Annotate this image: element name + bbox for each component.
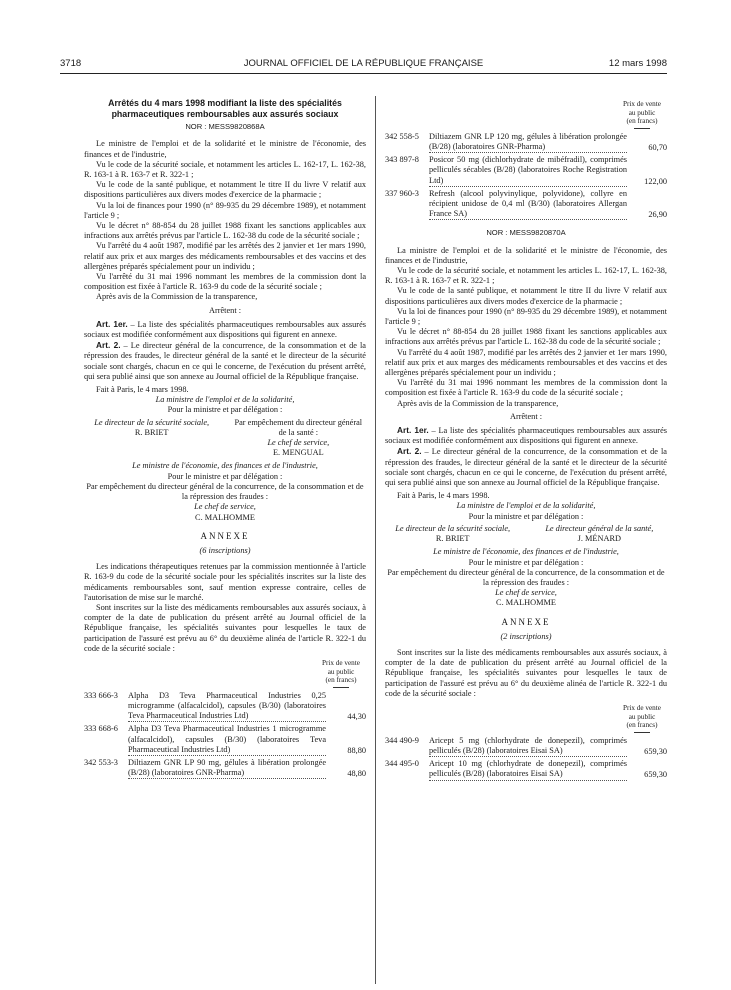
- annex-title: ANNEXE: [200, 530, 250, 541]
- price-header-line: au public: [628, 712, 656, 721]
- price-header-rule: [634, 128, 650, 129]
- article-label: Art. 1er.: [397, 425, 429, 436]
- header-rule: [60, 73, 667, 74]
- drug-entry: [84, 691, 366, 723]
- drug-price: 60,70: [648, 142, 667, 152]
- signature-minister: Le ministre de l'économie, des finances et de l'industrie,: [433, 547, 619, 557]
- signature-delegation: Pour le ministre et par délégation :: [468, 557, 584, 567]
- signature-block: [532, 524, 667, 544]
- drug-code: 344 495-0: [385, 759, 419, 769]
- drug-code: 333 668-6: [84, 724, 118, 734]
- signature-minister: Le ministre de l'économie, des finances et de l'industrie,: [132, 461, 318, 471]
- price-header-line: (en francs): [325, 676, 357, 685]
- price-header-line: au public: [327, 667, 355, 676]
- signatory-name: C. MALHOMME: [496, 598, 556, 608]
- drug-price: 88,80: [347, 745, 366, 755]
- signature-block: [385, 524, 520, 544]
- annex-para: Sont inscrites sur la liste des médicaments remboursables aux assurés sociaux, à compter de la date de publication du présent arrêté au Journal officiel de la République française, les spécialités suivantes pour lesquelles le taux de participation de l'assuré est prévu au 6° du deuxième alinéa de l'article R. 322-1 du code de la sécurité sociale :: [385, 647, 667, 698]
- preamble-para: La ministre de l'emploi et de la solidarité et le ministre de l'économie, des finances et de l'industrie,: [385, 245, 667, 265]
- preamble-para: Vu la loi de finances pour 1990 (n° 89-935 du 29 décembre 1989), et notamment l'article 9 ;: [84, 200, 366, 220]
- price-header-rule: [333, 687, 349, 688]
- signatory-title: Le chef de service,: [267, 438, 330, 448]
- drug-code: 343 897-8: [385, 155, 419, 165]
- drug-price: 48,80: [347, 769, 366, 779]
- drug-entry: [385, 155, 667, 187]
- page-header: [60, 58, 667, 72]
- preamble-para: Vu le décret n° 88-854 du 28 juillet 1988 fixant les sanctions applicables aux infractions aux arrêtés prévus par l'article L. 162-38 du code de la sécurité sociale ;: [385, 327, 667, 347]
- preamble-para: Vu l'arrêté du 31 mai 1996 nommant les membres de la commission dont la composition est fixée à l'article R. 163-9 du code de la sécurité sociale ;: [84, 272, 366, 292]
- signature-pair: [84, 418, 366, 459]
- signatory-name: C. MALHOMME: [195, 512, 255, 522]
- price-column-header: [385, 704, 667, 733]
- drug-entry: [84, 758, 366, 779]
- signature-block: [231, 418, 366, 459]
- drug-entry: [84, 724, 366, 756]
- signatory-title: Le chef de service,: [495, 588, 557, 598]
- drug-description: Alpha D3 Teva Pharmaceutical Industries 0,25 microgramme (alfacalcidol), capsules (B/30) (laboratoires Teva Pharmaceutical Industries Ltd): [128, 691, 326, 723]
- drug-code: 342 553-3: [84, 757, 118, 767]
- drug-code: 337 960-3: [385, 188, 419, 198]
- column-divider: [375, 96, 376, 984]
- preamble-para: Vu l'arrêté du 4 août 1987, modifié par les arrêtés des 2 janvier et 1er mars 1990, relatif aux prix et aux marges des médicaments remboursables et des vaccins et des allergènes préparés spécialement pour un individu ;: [84, 241, 366, 271]
- drug-price: 26,90: [648, 210, 667, 220]
- drug-code: 344 490-9: [385, 735, 419, 745]
- drug-description: Posicor 50 mg (dichlorhydrate de mibéfradil), comprimés pelliculés sécables (B/28) (laboratoires Roche Registration Ltd): [429, 155, 627, 187]
- annex-count: (6 inscriptions): [199, 545, 251, 555]
- preamble-para: Vu le code de la sécurité sociale, et notamment les articles L. 162-17, L. 162-38, R. 163-1 à R. 163-7 et R. 322-1 ;: [385, 266, 667, 286]
- drug-description: Alpha D3 Teva Pharmaceutical Industries 1 microgramme (alfacalcidol), capsules (B/30) (laboratoires Teva Pharmaceutical Industries Ltd): [128, 724, 326, 756]
- signatory-name: J. MÉNARD: [577, 534, 621, 544]
- preamble-para: Après avis de la Commission de la transparence,: [96, 292, 258, 302]
- article-label: Art. 1er.: [96, 318, 128, 329]
- nor-reference: NOR : MESS9820870A: [486, 228, 566, 238]
- article-label: Art. 2.: [96, 340, 121, 351]
- preamble-para: Vu le code de la sécurité sociale, et notamment les articles L. 162-17, L. 162-38, R. 163-1 à R. 163-7 et R. 322-1 ;: [84, 159, 366, 179]
- drug-price: 44,30: [347, 712, 366, 722]
- decree-title: Arrêtés du 4 mars 1998 modifiant la liste des spécialités pharmaceutiques remboursables aux assurés sociaux: [108, 98, 342, 119]
- preamble-para: Le ministre de l'emploi et de la solidarité et le ministre de l'économie, des finances et de l'industrie,: [84, 139, 366, 159]
- signatory-impediment: Par empêchement du directeur général de la concurrence, de la consommation et de la répression des fraudes :: [387, 567, 665, 587]
- article-1: [385, 425, 667, 446]
- article-1: [84, 319, 366, 340]
- drug-entry: [385, 736, 667, 757]
- article-text: – Le directeur général de la concurrence, de la consommation et de la répression des fraudes, le directeur général de la santé et le directeur de la sécurité sociale sont chargés, chacun en ce qui le concerne, de l'exécution du présent arrêté, qui sera publié ainsi que son annexe au Journal officiel de la République française.: [385, 447, 667, 488]
- issue-date: 12 mars 1998: [608, 58, 667, 69]
- price-column-header: [385, 100, 667, 129]
- drug-description: Aricept 5 mg (chlorhydrate de donepezil), comprimés pelliculés (B/28) (laboratoires Eisai SA): [429, 736, 627, 757]
- article-label: Art. 2.: [397, 446, 422, 457]
- preamble-para: Vu le code de la santé publique, et notamment le titre II du livre V relatif aux dispositions particulières aux divers modes d'exercice de la pharmacie ;: [84, 180, 366, 200]
- journal-title: JOURNAL OFFICIEL DE LA RÉPUBLIQUE FRANÇAISE: [243, 58, 484, 69]
- article-text: – La liste des spécialités pharmaceutiques remboursables aux assurés sociaux est modifiée conformément aux dispositions qui figurent en annexe.: [385, 426, 667, 446]
- annex-para: Sont inscrites sur la liste des médicaments remboursables aux assurés sociaux, à compter de la date de publication du présent arrêté au Journal officiel de la République française, les spécialités suivantes pour lesquelles le taux de participation de l'assuré est prévu au 6° du deuxième alinéa de l'article R. 322-1 du code de la sécurité sociale :: [84, 602, 366, 653]
- preamble-para: Vu le code de la santé publique, et notamment le titre II du livre V relatif aux dispositions particulières aux divers modes d'exercice de la pharmacie ;: [385, 286, 667, 306]
- drug-price: 659,30: [644, 746, 667, 756]
- right-column: [385, 100, 667, 783]
- annex-title: ANNEXE: [501, 616, 551, 627]
- signatory-name: E. MENGUAL: [272, 448, 324, 458]
- article-2: [84, 340, 366, 382]
- price-header-line: (en francs): [626, 721, 658, 730]
- annex-para: Les indications thérapeutiques retenues par la commission mentionnée à l'article R. 163-9 du code de la sécurité sociale pour les spécialités inscrites sur la liste des médicaments remboursables sont, sauf mention expresse contraire, celles de l'autorisation de mise sur le marché.: [84, 562, 366, 602]
- arretent-heading: Arrêtent :: [509, 411, 543, 421]
- preamble-para: Vu le décret n° 88-854 du 28 juillet 1988 fixant les sanctions applicables aux infractions aux arrêtés prévus par l'article L. 162-38 du code de la sécurité sociale ;: [84, 221, 366, 241]
- arretent-heading: Arrêtent :: [208, 305, 242, 315]
- preamble: [385, 246, 667, 409]
- price-header-line: (en francs): [626, 117, 658, 126]
- annex-count: (2 inscriptions): [500, 631, 552, 641]
- preamble-para: Vu l'arrêté du 4 août 1987, modifié par les arrêtés des 2 janvier et 1er mars 1990, relatif aux prix et aux marges des médicaments remboursables et des vaccins et des allergènes préparés spécialement pour un individu ;: [385, 347, 667, 378]
- price-header-line: au public: [628, 108, 656, 117]
- signing-place-date: Fait à Paris, le 4 mars 1998.: [96, 385, 189, 395]
- drug-description: Diltiazem GNR LP 90 mg, gélules à libération prolongée (B/28) (laboratoires GNR-Pharma): [128, 758, 326, 779]
- page-number: 3718: [60, 58, 82, 69]
- signature-pair: [385, 524, 667, 544]
- signature-minister: La ministre de l'emploi et de la solidarité,: [456, 501, 596, 511]
- drug-description: Refresh (alcool polyvinylique, polyvidone), collyre en récipient unidose de 0,4 ml (B/30) (laboratoires Allergan France SA): [429, 189, 627, 221]
- signatory-impediment: Par empêchement du directeur général de la concurrence, de la consommation et de la répression des fraudes :: [86, 481, 364, 502]
- drug-entry: [385, 759, 667, 780]
- article-text: – Le directeur général de la concurrence, de la consommation et de la répression des fraudes, le directeur général de la santé et le directeur de la sécurité sociale sont chargés, chacun en ce qui le concerne, de l'exécution du présent arrêté, qui sera publié ainsi que son annexe au Journal officiel de la République française.: [84, 341, 366, 381]
- preamble-para: Vu la loi de finances pour 1990 (n° 89-935 du 29 décembre 1989), et notamment l'article 9 ;: [385, 306, 667, 327]
- signatory-title: Le directeur général de la santé,: [545, 523, 654, 533]
- article-text: – La liste des spécialités pharmaceutiques remboursables aux assurés sociaux est modifiée conformément aux dispositions qui figurent en annexe.: [84, 319, 366, 340]
- signatory-impediment: Par empêchement du directeur général de la santé :: [234, 417, 363, 437]
- signature-delegation: Pour la ministre et par délégation :: [468, 511, 584, 521]
- signature-delegation: Pour la ministre et par délégation :: [167, 405, 283, 415]
- preamble: [84, 139, 366, 302]
- price-header-rule: [634, 732, 650, 733]
- drug-price: 659,30: [644, 770, 667, 780]
- drug-entry: [385, 132, 667, 153]
- drug-description: Aricept 10 mg (chlorhydrate de donepezil), comprimés pelliculés (B/28) (laboratoires Eisai SA): [429, 759, 627, 780]
- signing-place-date: Fait à Paris, le 4 mars 1998.: [397, 491, 490, 501]
- drug-description: Diltiazem GNR LP 120 mg, gélules à libération prolongée (B/28) (laboratoires GNR-Pharma): [429, 132, 627, 153]
- signature-block: [84, 418, 219, 459]
- signature-delegation: Pour le ministre et par délégation :: [167, 471, 283, 481]
- left-column: [84, 98, 366, 781]
- price-column-header: [84, 659, 366, 688]
- preamble-para: Vu l'arrêté du 31 mai 1996 nommant les membres de la commission dont la composition est fixée à l'article R. 163-9 du code de la sécurité sociale ;: [385, 378, 667, 398]
- signatory-name: R. BRIET: [134, 427, 169, 437]
- article-2: [385, 446, 667, 488]
- price-header-line: Prix de vente: [623, 703, 661, 712]
- signatory-name: R. BRIET: [435, 534, 470, 544]
- price-header-line: Prix de vente: [322, 658, 360, 667]
- signature-minister: La ministre de l'emploi et de la solidarité,: [155, 395, 295, 405]
- nor-reference: NOR : MESS9820868A: [185, 122, 265, 132]
- drug-price: 122,00: [644, 176, 667, 186]
- preamble-para: Après avis de la Commission de la transparence,: [397, 398, 559, 408]
- drug-code: 342 558-5: [385, 131, 419, 141]
- signatory-title: Le directeur de la sécurité sociale,: [94, 417, 210, 427]
- signatory-title: Le chef de service,: [194, 502, 256, 512]
- drug-entry: [385, 189, 667, 221]
- drug-code: 333 666-3: [84, 690, 118, 700]
- price-header-line: Prix de vente: [623, 100, 661, 108]
- signatory-title: Le directeur de la sécurité sociale,: [395, 523, 511, 533]
